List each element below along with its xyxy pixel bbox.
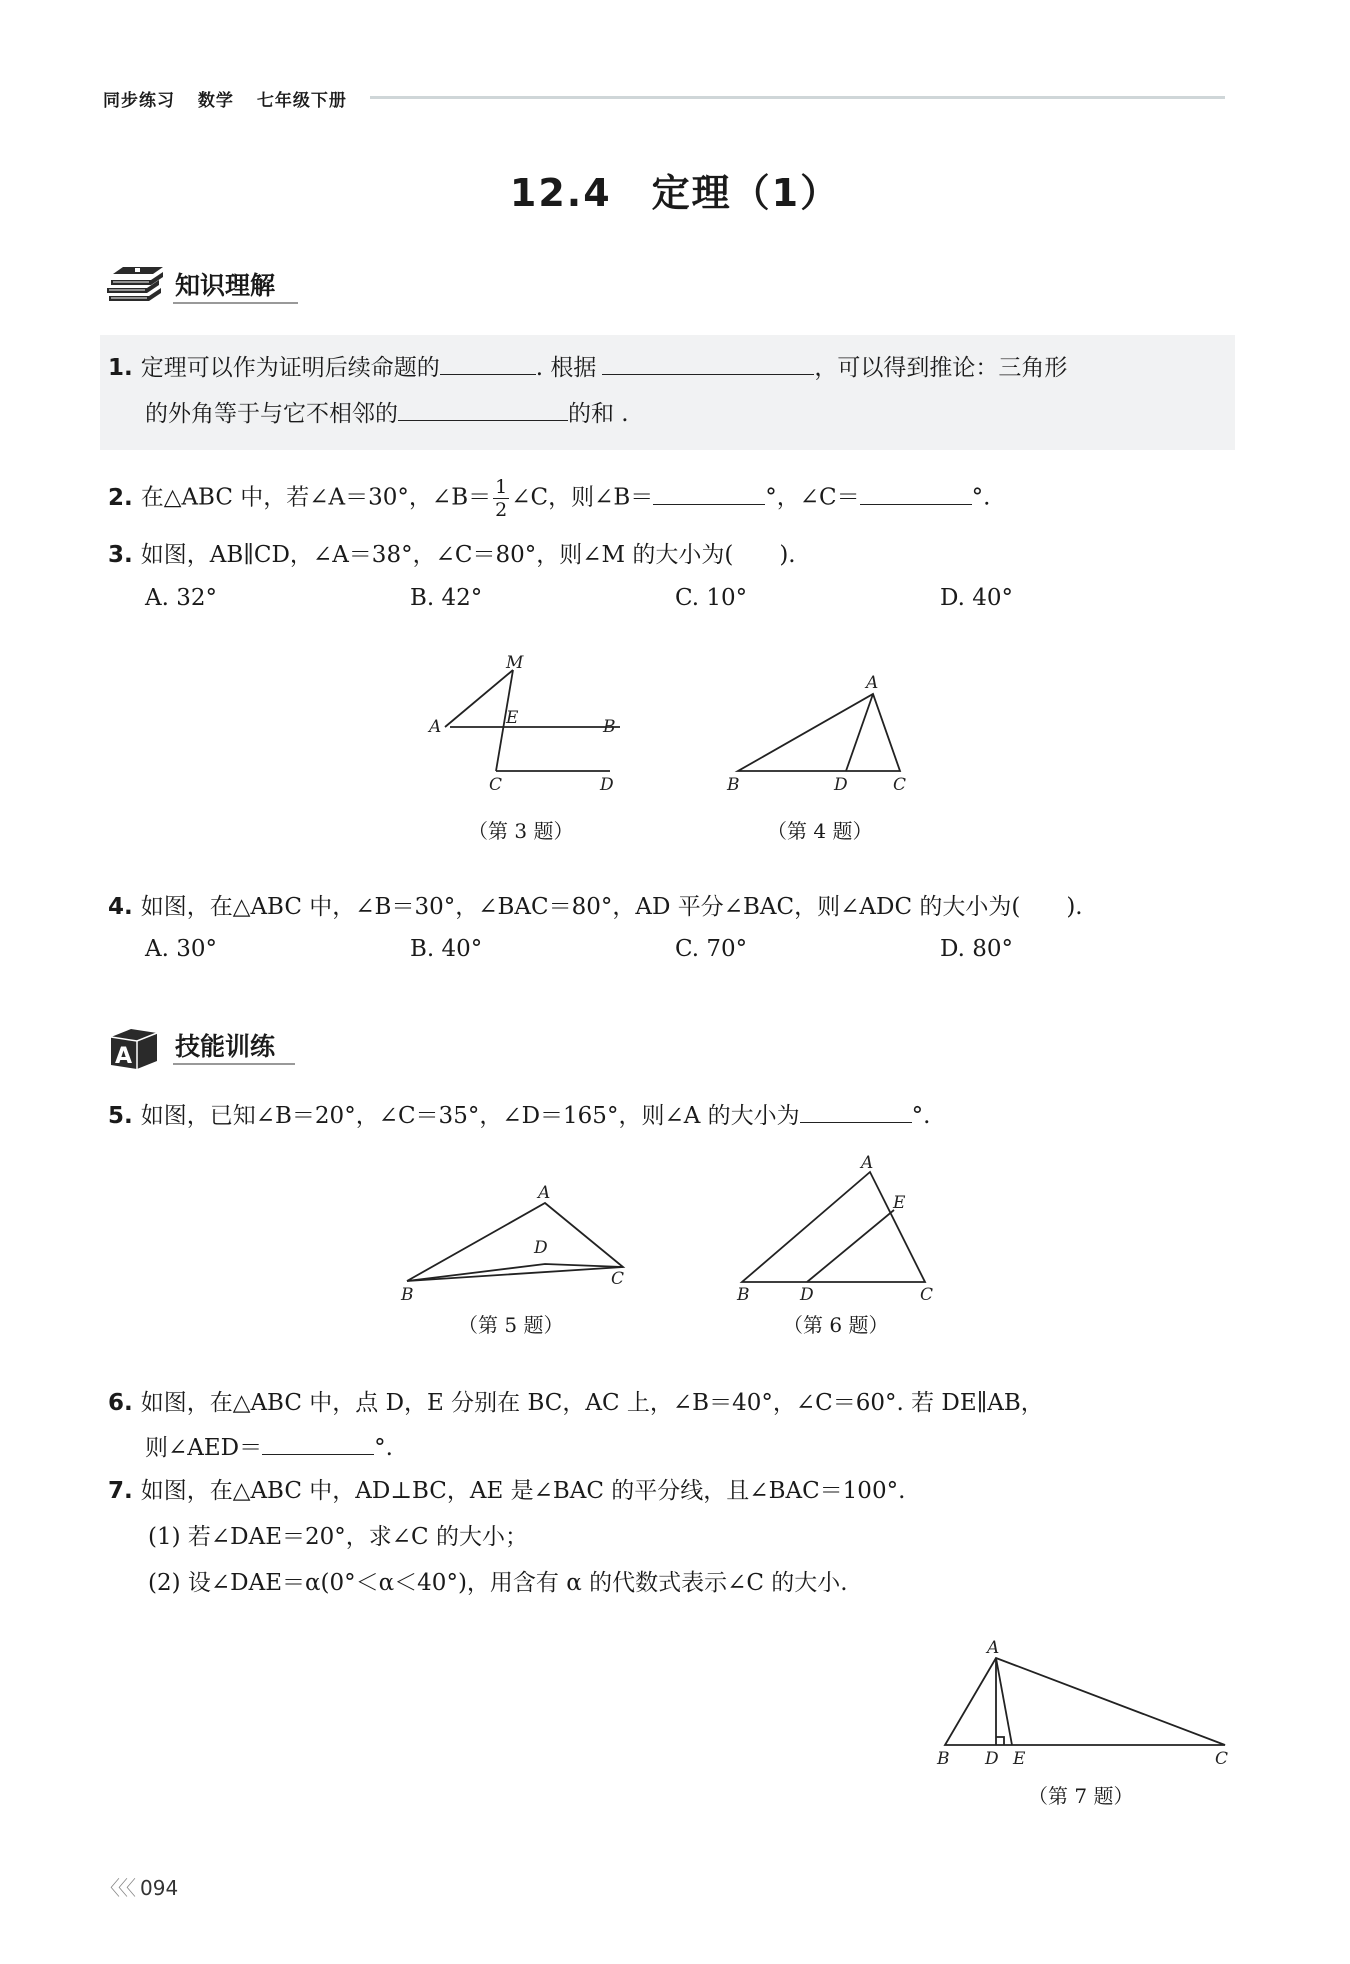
- figure-3: [445, 670, 620, 771]
- question-number: 7.: [108, 1478, 133, 1504]
- q7-part-1: (1) 若∠DAE＝20°，求∠C 的大小；: [148, 1524, 528, 1550]
- f7-label: A: [987, 1638, 1000, 1658]
- f6-label: B: [737, 1285, 750, 1305]
- figure-6: [742, 1172, 925, 1282]
- q3-text: 如图，AB∥CD，∠A＝38°，∠C＝80°，则∠M 的大小为( ).: [140, 542, 796, 568]
- f6-label: A: [861, 1153, 874, 1173]
- caption-fig3: （第 3 题）: [468, 819, 574, 843]
- header-subject: 数学: [197, 91, 234, 111]
- header-grade: 七年级下册: [256, 91, 347, 111]
- section-title: 知识理解: [175, 271, 276, 300]
- f4-label: C: [893, 775, 907, 795]
- question-number: 3.: [108, 542, 133, 568]
- f7-label: C: [1215, 1749, 1229, 1769]
- page-number: 094: [140, 1876, 179, 1900]
- f6-label: E: [893, 1193, 906, 1213]
- q2-text-c: °，∠C＝: [765, 484, 860, 511]
- q4-option-c: C. 70°: [675, 936, 748, 962]
- chevron-left-icon: 〈〈〈: [100, 1876, 134, 1900]
- q5-text-b: °.: [911, 1103, 931, 1129]
- q3-option-d: D. 40°: [940, 585, 1014, 611]
- figure-4: [738, 694, 900, 771]
- q1-text-a: 定理可以作为证明后续命题的: [140, 355, 440, 381]
- q3-option-a: A. 32°: [145, 585, 217, 611]
- q3-option-c: C. 10°: [675, 585, 748, 611]
- page-title: 12.4 定理（1）: [509, 171, 841, 215]
- question-number: 4.: [108, 894, 133, 920]
- f3-label: A: [429, 717, 442, 737]
- f4-label: D: [834, 775, 848, 795]
- figure-7: [945, 1658, 1225, 1745]
- q2-text-b: ∠C，则∠B＝: [511, 484, 654, 511]
- caption-fig7: （第 7 题）: [1028, 1784, 1134, 1808]
- f7-label: E: [1013, 1749, 1026, 1769]
- f6-label: C: [920, 1285, 934, 1305]
- q6-text-line1: 如图，在△ABC 中，点 D，E 分别在 BC，AC 上，∠B＝40°，∠C＝60°. 若 DE∥AB，: [140, 1390, 1044, 1416]
- f5-label: C: [611, 1269, 625, 1289]
- f7-label: B: [937, 1749, 950, 1769]
- question-number: 2.: [108, 484, 133, 511]
- q1-text-e: 的和 .: [568, 401, 629, 427]
- fraction-denominator: 2: [495, 499, 508, 521]
- question-number: 5.: [108, 1103, 133, 1129]
- svg-text:A: A: [115, 1044, 133, 1069]
- q4-option-a: A. 30°: [145, 936, 217, 962]
- f3-label: M: [506, 653, 524, 673]
- caption-fig5: （第 5 题）: [458, 1313, 564, 1337]
- q1-text-b: . 根据: [535, 355, 597, 381]
- q7-part-2: (2) 设∠DAE＝α(0°＜α＜40°)，用含有 α 的代数式表示∠C 的大小.: [148, 1570, 848, 1596]
- fraction-numerator: 1: [495, 476, 508, 498]
- q4-option-d: D. 80°: [940, 936, 1014, 962]
- f4-label: A: [866, 673, 879, 693]
- caption-fig4: （第 4 题）: [767, 819, 873, 843]
- section-title: 技能训练: [175, 1032, 276, 1061]
- f4-label: B: [727, 775, 740, 795]
- q2-text-d: °.: [971, 484, 991, 511]
- figure-5: [407, 1203, 623, 1281]
- q3-option-b: B. 42°: [410, 585, 483, 611]
- question-number: 1.: [108, 355, 133, 381]
- f5-label: A: [538, 1183, 551, 1203]
- q6-text-line2a: 则∠AED＝: [145, 1435, 263, 1461]
- f6-label: D: [800, 1285, 814, 1305]
- q2-text-a: 在△ABC 中，若∠A＝30°，∠B＝: [140, 484, 492, 511]
- f3-label: E: [506, 708, 519, 728]
- header-book: 同步练习: [103, 91, 175, 111]
- f3-label: C: [489, 775, 503, 795]
- q1-text-c: ，可以得到推论：三角形: [814, 355, 1068, 381]
- f3-label: D: [600, 775, 614, 795]
- q4-text: 如图，在△ABC 中，∠B＝30°，∠BAC＝80°，AD 平分∠BAC，则∠ADC 的大小为( ).: [140, 894, 1083, 920]
- page-footer: [100, 1872, 178, 1901]
- caption-fig6: （第 6 题）: [783, 1313, 889, 1337]
- q6-text-line2b: °.: [374, 1435, 393, 1461]
- f5-label: B: [401, 1285, 414, 1305]
- q4-option-b: B. 40°: [410, 936, 483, 962]
- f3-label: B: [603, 717, 616, 737]
- f7-label: D: [985, 1749, 999, 1769]
- f5-label: D: [534, 1238, 548, 1258]
- question-number: 6.: [108, 1390, 133, 1416]
- q5-text-a: 如图，已知∠B＝20°，∠C＝35°，∠D＝165°，则∠A 的大小为: [140, 1103, 800, 1129]
- q7-text-line1: 如图，在△ABC 中，AD⊥BC，AE 是∠BAC 的平分线，且∠BAC＝100°.: [140, 1478, 906, 1504]
- q1-text-d: 的外角等于与它不相邻的: [145, 401, 398, 427]
